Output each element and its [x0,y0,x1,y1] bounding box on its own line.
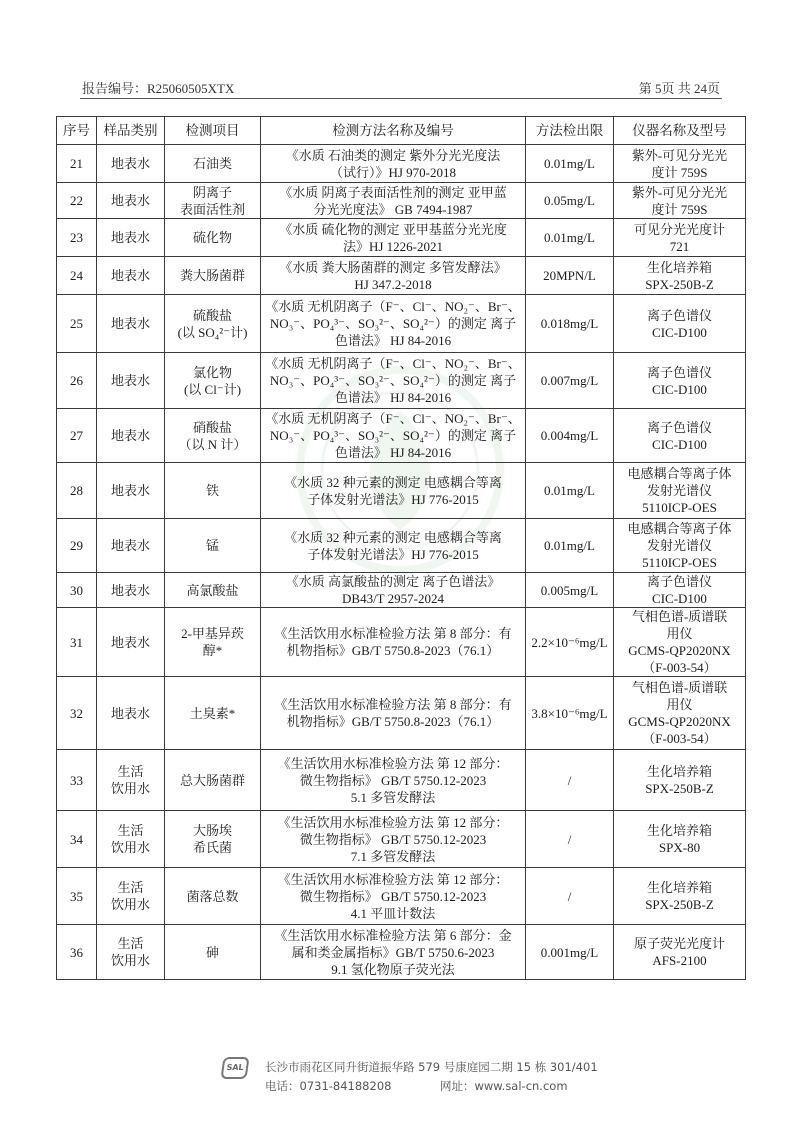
company-logo-icon [220,1057,249,1079]
detection-limit-line: 0.01mg/L [544,483,595,498]
test-item-line: 锰 [205,538,219,553]
detection-limit-line: / [567,772,572,788]
test-method-line: 微生物指标》 GB/T 5750.12-2023 [299,831,487,847]
instrument-line: 离子色谱仪 [646,307,712,323]
detection-limit-cell [526,811,614,868]
test-item-line: 砷 [205,944,219,960]
sample-category-cell [97,183,165,219]
test-item-cell [165,145,261,183]
detection-limit-cell [526,573,614,608]
instrument-line: 度计 759S [651,201,708,217]
column-header-item: 检测项目 [165,117,261,145]
test-method-line: 《生活饮用水标准检验方法 第 12 部分： [277,814,509,830]
detection-limit-line: 0.004mg/L [540,428,599,443]
instrument-line: 气相色谱-质谱联 [631,680,728,695]
sample-category-line: 地表水 [110,634,150,650]
instrument-cell [614,219,746,257]
test-item-line: 大肠埃 [192,823,232,838]
instrument-line: 可见分光光度计 [633,221,725,237]
report-number: 报告编号：R25060505XTX [82,81,235,96]
instrument-cell [614,295,746,353]
instrument-cell [614,257,746,295]
instrument-line: CIC-D100 [652,324,707,340]
instrument-line: （F-003-54） [642,731,717,746]
sample-category-cell [97,677,165,750]
test-method-cell [261,463,526,519]
test-method-cell [261,750,526,811]
instrument-line: SPX-250B-Z [645,276,714,292]
test-method-line: NO₃⁻、PO₄³⁻、SO₃²⁻、SO₄²⁻）的测定 离子 [269,428,517,443]
sample-category-line: 生活 [117,823,144,838]
test-method-line: 《水质 32 种元素的测定 电感耦合等离 [284,529,502,545]
test-method-line: 机物指标》GB/T 5750.8-2023（76.1） [286,643,500,658]
instrument-line: 用仪 [666,697,693,712]
test-method-line: 《水质 无机阴离子（F⁻、Cl⁻、NO₂⁻、Br⁻、 [265,299,521,314]
row-number-line: 28 [70,483,83,498]
test-method-line: 《生活饮用水标准检验方法 第 12 部分： [277,871,509,887]
sample-category-line: 生活 [117,764,144,779]
detection-limit-cell [526,868,614,925]
test-method-line: 子体发射光谱法》HJ 776-2015 [307,546,479,562]
detection-limit-line: / [567,831,572,847]
sample-category-line: 饮用水 [110,840,150,855]
detection-limit-line: 0.01mg/L [544,538,595,553]
table-row [57,519,746,573]
detection-limit-line: 20MPN/L [543,268,596,283]
test-item-cell [165,183,261,219]
sample-category-cell [97,257,165,295]
table-row [57,145,746,183]
instrument-line: 度计 759S [651,164,708,180]
row-number-line: 31 [70,634,83,650]
instrument-cell [614,409,746,463]
instrument-line: 离子色谱仪 [646,364,712,380]
detection-limit-cell [526,463,614,519]
column-header-category: 样品类别 [97,117,165,145]
test-method-cell [261,409,526,463]
instrument-cell [614,573,746,608]
test-method-line: 微生物指标》 GB/T 5750.12-2023 [299,888,487,904]
test-item-line: 硫酸盐 [192,307,232,323]
instrument-line: GCMS-QP2020NX [628,643,731,658]
row-number-cell [57,519,97,573]
test-item-cell [165,868,261,925]
detection-limit-cell [526,219,614,257]
test-item-line: 总大肠菌群 [179,772,245,788]
sample-category-line: 地表水 [110,373,150,388]
instrument-line: 721 [669,238,690,254]
column-header-limit: 方法检出限 [526,117,614,145]
detection-limit-cell [526,409,614,463]
instrument-line: CIC-D100 [652,591,707,606]
detection-limit-line: 2.2×10⁻⁶mg/L [531,634,608,650]
instrument-cell [614,353,746,409]
table-row [57,295,746,353]
sample-category-cell [97,608,165,677]
detection-limit-cell [526,257,614,295]
row-number-cell [57,145,97,183]
instrument-line: GCMS-QP2020NX [628,714,731,729]
row-number-line: 24 [70,268,83,283]
table-row [57,219,746,257]
sample-category-line: 地表水 [110,193,150,208]
table-body [57,145,746,980]
instrument-line: 生化培养箱 [646,880,712,895]
row-number-cell [57,409,97,463]
sample-category-cell [97,811,165,868]
test-method-line: 7.1 多管发酵法 [350,848,436,864]
instrument-line: SPX-80 [658,840,701,855]
instrument-line: 紫外-可见分光光 [631,184,728,200]
instrument-line: 原子荧光光度计 [633,936,725,951]
row-number-line: 32 [70,705,83,721]
table-row [57,257,746,295]
row-number-cell [57,353,97,409]
test-method-line: 4.1 平皿计数法 [350,905,436,921]
test-item-cell [165,295,261,353]
test-item-cell [165,519,261,573]
test-method-line: 《水质 无机阴离子（F⁻、Cl⁻、NO₂⁻、Br⁻、 [265,411,521,426]
instrument-line: 5110ICP-OES [642,555,717,570]
row-number-cell [57,219,97,257]
table-row [57,353,746,409]
sample-category-line: 地表水 [110,316,150,331]
instrument-line: 电感耦合等离子体 [627,466,732,481]
test-item-line: 醇* [202,643,223,658]
table-row [57,183,746,219]
test-method-line: 法》HJ 1226-2021 [342,238,444,254]
sample-category-line: 饮用水 [110,781,150,796]
test-method-line: 色谱法》 HJ 84-2016 [334,390,452,405]
sample-category-line: 生活 [117,880,144,895]
instrument-line: 生化培养箱 [646,764,712,779]
test-method-cell [261,145,526,183]
detection-limit-cell [526,183,614,219]
test-method-line: 《水质 无机阴离子（F⁻、Cl⁻、NO₂⁻、Br⁻、 [265,356,521,371]
test-item-line: （以 N 计） [178,436,247,452]
test-item-cell [165,353,261,409]
sample-category-cell [97,409,165,463]
test-item-line: 土臭素* [189,705,236,721]
test-method-cell [261,295,526,353]
test-method-line: 色谱法》 HJ 84-2016 [334,333,452,348]
instrument-cell [614,519,746,573]
instrument-line: CIC-D100 [652,436,707,452]
row-number-cell [57,295,97,353]
test-method-line: NO₃⁻、PO₄³⁻、SO₃²⁻、SO₄²⁻）的测定 离子 [269,373,517,388]
detection-limit-cell [526,925,614,980]
sample-category-line: 地表水 [110,156,150,171]
test-method-line: 《生活饮用水标准检验方法 第 8 部分：有 [274,626,512,641]
sample-category-line: 饮用水 [110,897,150,912]
test-item-line: 高氯酸盐 [186,582,239,598]
test-method-line: （试行）》HJ 970-2018 [329,164,457,180]
row-number-line: 33 [70,772,83,788]
instrument-cell [614,463,746,519]
sample-category-cell [97,868,165,925]
table-row [57,608,746,677]
sample-category-line: 地表水 [110,483,150,498]
table-row [57,811,746,868]
instrument-cell [614,608,746,677]
row-number-cell [57,750,97,811]
instrument-line: CIC-D100 [652,381,707,397]
test-item-cell [165,677,261,750]
table-row [57,925,746,980]
test-method-line: 9.1 氢化物原子荧光法 [331,961,455,977]
instrument-cell [614,145,746,183]
sample-category-cell [97,353,165,409]
test-method-cell [261,219,526,257]
instrument-cell [614,183,746,219]
test-item-line: (以 Cl⁻计) [183,381,242,397]
sample-category-line: 地表水 [110,428,150,443]
instrument-line: AFS-2100 [652,953,707,968]
footer-phone: 电话：0731-84188208 [265,1079,392,1093]
row-number-line: 34 [70,831,83,847]
test-item-line: 阴离子 [192,184,232,200]
footer-website: 网址：www.sal-cn.com [440,1079,568,1093]
instrument-cell [614,868,746,925]
test-method-cell [261,811,526,868]
detection-limit-line: 0.05mg/L [544,193,595,208]
row-number-line: 36 [70,944,83,960]
detection-limit-line: 0.018mg/L [540,316,599,331]
test-method-line: 《生活饮用水标准检验方法 第 6 部分：金 [274,927,512,943]
test-item-cell [165,811,261,868]
sample-category-line: 地表水 [110,230,150,245]
sample-category-cell [97,519,165,573]
test-method-line: 《生活饮用水标准检验方法 第 12 部分： [277,755,509,771]
detection-limit-cell [526,145,614,183]
instrument-line: 离子色谱仪 [646,574,712,589]
table-row [57,868,746,925]
test-method-cell [261,608,526,677]
sample-category-cell [97,145,165,183]
column-header-instrument: 仪器名称及型号 [614,117,746,145]
column-header-no: 序号 [57,117,97,145]
test-method-cell [261,868,526,925]
table-row [57,573,746,608]
instrument-line: （F-003-54） [642,660,717,675]
test-method-cell [261,573,526,608]
test-method-line: HJ 347.2-2018 [354,276,432,292]
test-item-line: 菌落总数 [186,888,239,904]
sample-category-line: 地表水 [110,705,150,721]
test-method-table [56,116,746,980]
instrument-line: 生化培养箱 [646,823,712,838]
instrument-line: 电感耦合等离子体 [627,521,732,536]
test-method-cell [261,257,526,295]
header-divider [80,98,722,99]
instrument-line: 紫外-可见分光光 [631,147,728,163]
sample-category-line: 地表水 [110,582,150,598]
test-item-cell [165,608,261,677]
instrument-line: 离子色谱仪 [646,419,712,435]
test-method-line: NO₃⁻、PO₄³⁻、SO₃²⁻、SO₄²⁻）的测定 离子 [269,316,517,331]
test-method-cell [261,677,526,750]
column-header-method: 检测方法名称及编号 [261,117,526,145]
test-method-line: 属和类金属指标》GB/T 5750.6-2023 [291,944,495,960]
detection-limit-cell [526,608,614,677]
instrument-line: 5110ICP-OES [642,500,717,515]
row-number-line: 21 [70,156,83,171]
row-number-line: 23 [70,230,83,245]
detection-limit-line: 0.01mg/L [544,230,595,245]
test-method-line: 色谱法》 HJ 84-2016 [334,445,452,460]
sample-category-cell [97,573,165,608]
test-item-line: 表面活性剂 [179,201,245,217]
test-item-line: 硝酸盐 [192,419,232,435]
test-item-line: 氯化物 [192,364,232,380]
test-method-cell [261,519,526,573]
test-item-cell [165,219,261,257]
row-number-cell [57,677,97,750]
test-item-line: 铁 [205,483,219,498]
table-row [57,677,746,750]
test-item-cell [165,925,261,980]
table-row [57,750,746,811]
instrument-line: 生化培养箱 [646,259,712,275]
test-item-cell [165,573,261,608]
instrument-line: 气相色谱-质谱联 [631,609,728,624]
test-item-cell [165,463,261,519]
instrument-cell [614,925,746,980]
row-number-line: 22 [70,193,83,208]
row-number-line: 35 [70,888,83,904]
instrument-line: 用仪 [666,626,693,641]
row-number-cell [57,925,97,980]
sample-category-cell [97,750,165,811]
table-row [57,409,746,463]
test-method-line: 《水质 阴离子表面活性剂的测定 亚甲蓝 [279,184,507,200]
test-item-cell [165,409,261,463]
test-method-line: 《水质 32 种元素的测定 电感耦合等离 [284,474,502,490]
row-number-line: 26 [70,373,83,388]
row-number-cell [57,868,97,925]
footer-address: 长沙市雨花区同升街道振华路 579 号康庭园二期 15 栋 301/401 [265,1060,598,1074]
detection-limit-cell [526,353,614,409]
row-number-line: 25 [70,316,83,331]
test-method-line: 分光光度法》 GB 7494-1987 [313,201,473,217]
detection-limit-line: 0.001mg/L [540,944,599,960]
test-method-line: DB43/T 2957-2024 [342,591,444,606]
sample-category-line: 饮用水 [110,953,150,968]
instrument-cell [614,811,746,868]
test-item-cell [165,257,261,295]
detection-limit-line: 3.8×10⁻⁶mg/L [531,705,608,721]
detection-limit-line: 0.007mg/L [540,373,599,388]
instrument-line: SPX-250B-Z [645,897,714,912]
detection-limit-line: / [567,888,572,904]
sample-category-cell [97,219,165,257]
detection-limit-cell [526,295,614,353]
detection-limit-line: 0.005mg/L [540,582,599,598]
test-item-line: 硫化物 [192,230,232,245]
test-method-line: 《水质 高氯酸盐的测定 离子色谱法》 [285,574,501,589]
row-number-cell [57,608,97,677]
instrument-line: SPX-250B-Z [645,781,714,796]
detection-limit-cell [526,519,614,573]
logo-text: SAL [225,1063,245,1072]
test-method-line: 《水质 硫化物的测定 亚甲基蓝分光光度 [279,221,507,237]
instrument-line: 发射光谱仪 [646,483,712,498]
test-item-line: 2-甲基异莰 [181,626,244,641]
row-number-cell [57,257,97,295]
sample-category-line: 生活 [117,936,144,951]
test-method-cell [261,925,526,980]
row-number-cell [57,811,97,868]
test-method-line: 《生活饮用水标准检验方法 第 8 部分：有 [274,697,512,712]
test-item-cell [165,750,261,811]
table-row [57,463,746,519]
test-method-line: 微生物指标》 GB/T 5750.12-2023 [299,772,487,788]
test-item-line: 希氏菌 [192,840,232,855]
row-number-cell [57,463,97,519]
test-method-line: 5.1 多管发酵法 [350,789,436,805]
test-method-cell [261,353,526,409]
instrument-cell [614,750,746,811]
page-header [80,80,722,98]
test-item-line: (以 SO₄²⁻计) [177,324,248,340]
row-number-line: 27 [70,428,83,443]
sample-category-cell [97,295,165,353]
row-number-line: 29 [70,538,83,553]
detection-limit-line: 0.01mg/L [544,156,595,171]
row-number-cell [57,183,97,219]
test-item-line: 粪大肠菌群 [179,268,245,283]
sample-category-line: 地表水 [110,538,150,553]
sample-category-cell [97,463,165,519]
row-number-cell [57,573,97,608]
detection-limit-cell [526,750,614,811]
instrument-line: 发射光谱仪 [646,538,712,553]
instrument-cell [614,677,746,750]
test-method-line: 子体发射光谱法》HJ 776-2015 [307,491,479,507]
test-method-cell [261,183,526,219]
test-method-line: 《水质 石油类的测定 紫外分光光度法 [285,147,501,163]
test-method-line: 机物指标》GB/T 5750.8-2023（76.1） [286,714,500,729]
test-item-line: 石油类 [192,156,232,171]
sample-category-line: 地表水 [110,268,150,283]
row-number-line: 30 [70,582,83,598]
sample-category-cell [97,925,165,980]
table-header-row [57,117,746,145]
test-method-line: 《水质 粪大肠菌群的测定 多管发酵法》 [279,259,507,275]
page-number: 第 5页 共 24页 [638,81,720,96]
detection-limit-cell [526,677,614,750]
